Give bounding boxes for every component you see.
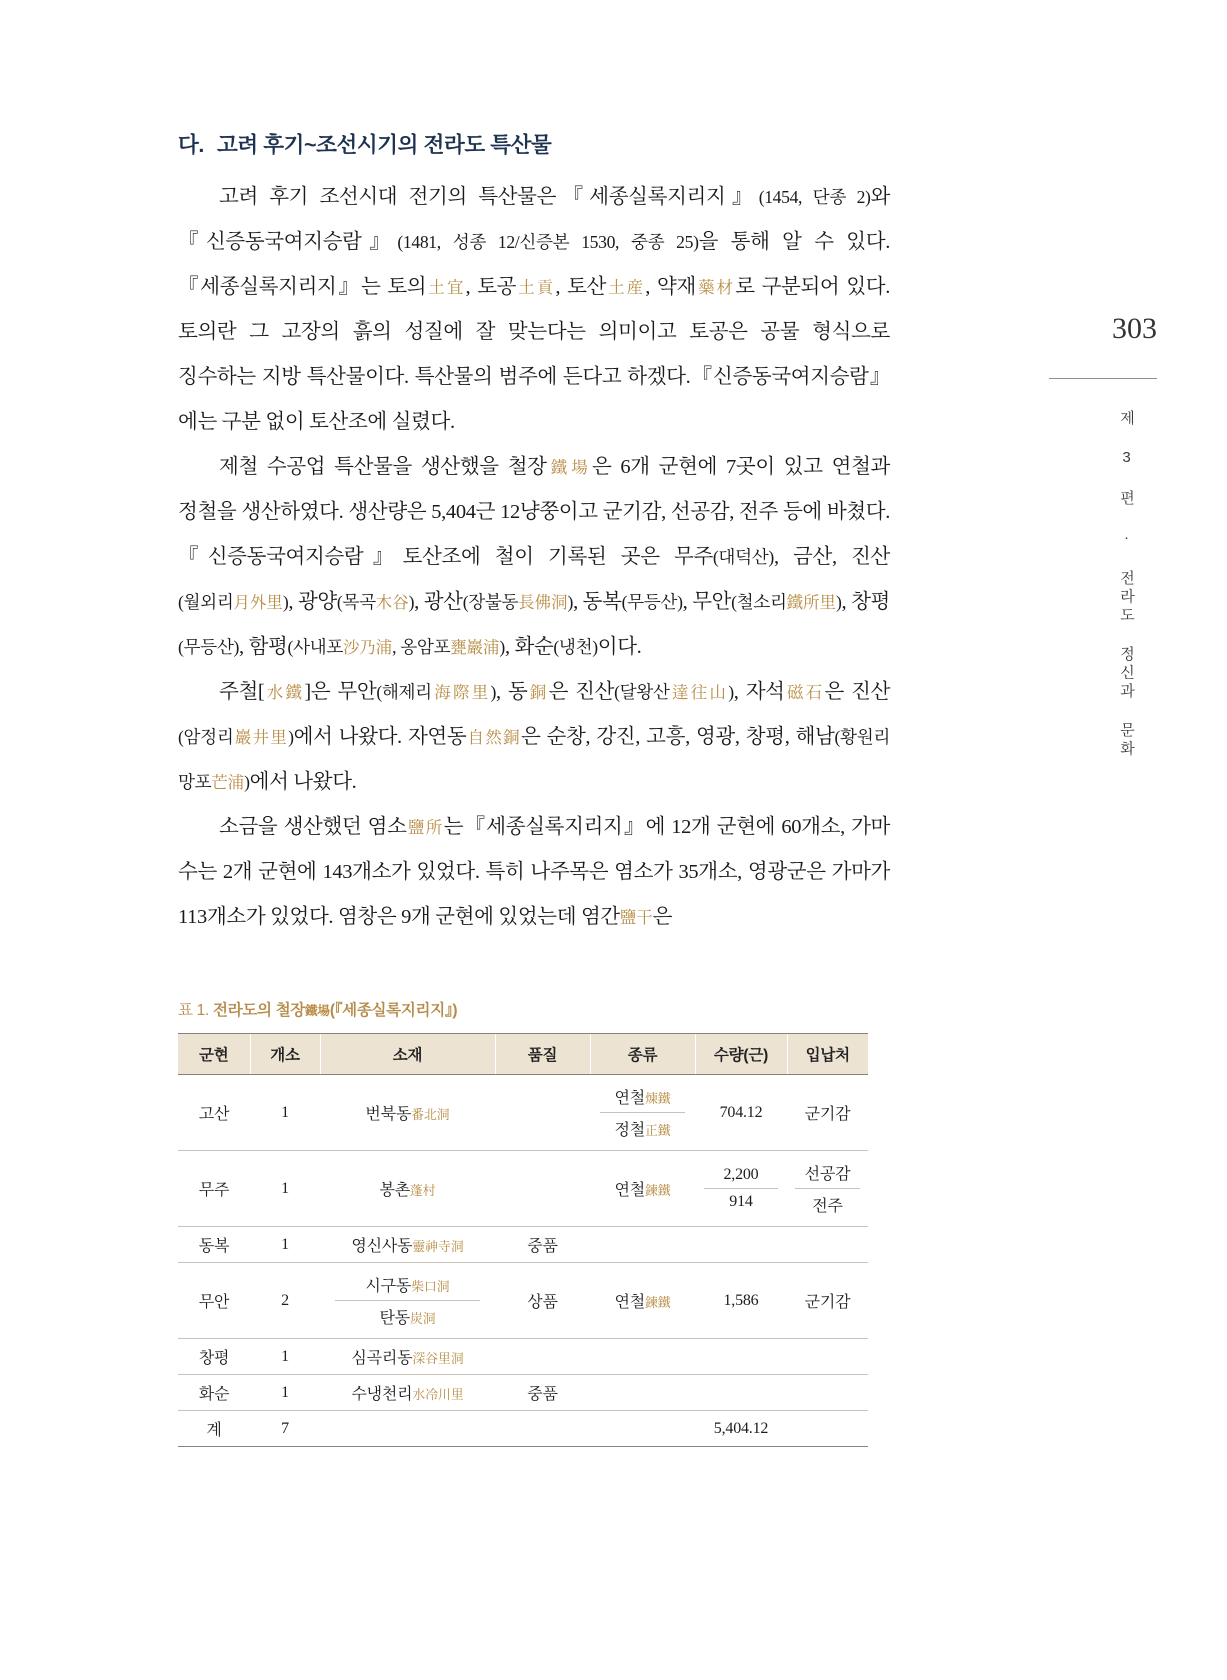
cell-total-ipnap bbox=[787, 1411, 868, 1447]
hanja-gloss: 沙乃浦 bbox=[342, 638, 393, 657]
hanja-gloss: 月外里 bbox=[233, 593, 283, 612]
text-run: , 동 bbox=[496, 681, 528, 703]
cell-suryang bbox=[695, 1227, 787, 1263]
text-run: 이다. bbox=[597, 636, 642, 658]
column-header-gunhyeon: 군현 bbox=[178, 1034, 250, 1075]
paragraph-1 bbox=[178, 175, 890, 445]
text-run: , 토산 bbox=[555, 276, 607, 298]
cell-ipnap-value: 군기감 bbox=[804, 1294, 851, 1311]
hanja-gloss: 達往山 bbox=[669, 683, 729, 702]
table-caption-tail: (『세종실록지리지』) bbox=[329, 1002, 458, 1019]
hanja-gloss: 鐵所里 bbox=[786, 593, 836, 612]
cell-gaeso: 1 bbox=[250, 1075, 320, 1151]
cell-suryang bbox=[695, 1375, 787, 1411]
cell-jongryu-value: 정철正鐵 bbox=[600, 1112, 685, 1144]
text-run: 는『세종실록지리지』에 12개 군현에 60개소, 가마 수는 2개 군현에 143개소가 있었다. 특히 나주목은 염소가 35개소, 영광군은 가마가 113개소가 있었다. 염창은 9개 군현에 있었는데 염간 bbox=[178, 816, 890, 928]
cell-jongryu-value: 연철煉鐵 bbox=[614, 1090, 671, 1107]
text-note: (황원리 망포 bbox=[178, 727, 891, 792]
hanja-gloss: 水鐵 bbox=[264, 683, 305, 702]
column-header-ipnap: 입납처 bbox=[787, 1034, 868, 1075]
cell-total-label: 계 bbox=[178, 1411, 250, 1447]
table-body bbox=[178, 1075, 868, 1447]
text-run: , 화순 bbox=[504, 636, 554, 658]
cell-gaeso: 1 bbox=[250, 1339, 320, 1375]
cell-sojae bbox=[320, 1075, 495, 1151]
cell-sojae bbox=[320, 1227, 495, 1263]
cell-sojae-hanja: 深谷里洞 bbox=[412, 1352, 464, 1366]
text-note: ) bbox=[728, 682, 734, 702]
cell-suryang-value: 704.12 bbox=[719, 1103, 763, 1121]
cell-sojae-hanja: 蓬村 bbox=[409, 1184, 436, 1198]
cell-gaeso: 1 bbox=[250, 1151, 320, 1227]
text-run: 와『신증동국여지승람』 bbox=[178, 186, 890, 253]
cell-suryang bbox=[695, 1075, 787, 1151]
text-run: , 약재 bbox=[645, 276, 696, 298]
cell-jongryu-hanja: 鍊鐵 bbox=[644, 1184, 671, 1198]
cell-ipnap bbox=[787, 1375, 868, 1411]
text-run: 제철 수공업 특산물을 생산했을 철장 bbox=[219, 456, 547, 478]
table-caption-number: 표 1. bbox=[178, 1002, 210, 1019]
text-run: , 함평 bbox=[239, 636, 288, 658]
hanja-gloss: 銅 bbox=[527, 683, 549, 702]
iron-works-table bbox=[178, 1033, 868, 1447]
paragraph-3 bbox=[178, 670, 890, 805]
text-run: 로 구분되어 있다. 토의란 그 고장의 흙의 성질에 잘 맞는다는 의미이고 토공은 공물 형식으로 징수하는 지방 특산물이다. 특산물의 범주에 든다고 하겠다.『신증동국여지승람』에는 구분 없이 토산조에 실렸다. bbox=[178, 276, 891, 433]
text-run: 소금을 생산했던 염소 bbox=[219, 816, 407, 838]
cell-sojae-hanja: 柴口洞 bbox=[411, 1280, 450, 1294]
hanja-gloss: 海際里 bbox=[431, 683, 491, 702]
text-note: ) bbox=[499, 637, 505, 657]
text-note: (대덕산) bbox=[712, 547, 774, 567]
cell-ipnap-value: 전주 bbox=[795, 1188, 860, 1220]
cell-jongryu bbox=[590, 1227, 695, 1263]
column-header-suryang: 수량(근) bbox=[695, 1034, 787, 1075]
table-row bbox=[178, 1375, 868, 1411]
cell-jongryu bbox=[590, 1075, 695, 1151]
cell-suryang-value: 1,586 bbox=[723, 1291, 759, 1309]
cell-jongryu-value: 연철鍊鐵 bbox=[614, 1182, 671, 1199]
text-column bbox=[178, 128, 890, 940]
table-header-row bbox=[178, 1034, 868, 1075]
table-block bbox=[178, 998, 868, 1447]
text-note: (1481, 성종 12/신증본 1530, 중종 25) bbox=[397, 232, 699, 252]
text-note: (목곡 bbox=[336, 592, 376, 612]
text-run: ]은 무안 bbox=[304, 681, 377, 703]
cell-pumjil: 상품 bbox=[495, 1263, 590, 1339]
text-run: 은 6개 군현에 7곳이 있고 연철과 정철을 생산하였다. 생산량은 5,404근 12냥쭝이고 군기감, 선공감, 전주 등에 바쳤다.『신증동국여지승람』토산조에 철이 기록된 곳은 무주 bbox=[178, 456, 890, 568]
cell-suryang-value: 914 bbox=[704, 1188, 778, 1215]
cell-ipnap-value: 군기감 bbox=[804, 1106, 851, 1123]
text-run: 은 진산 bbox=[824, 681, 891, 703]
text-note: ) bbox=[567, 592, 574, 612]
column-header-sojae: 소재 bbox=[320, 1034, 495, 1075]
cell-jongryu-hanja: 鍊鐵 bbox=[644, 1296, 671, 1310]
section-title-text: 고려 후기~조선시기의 전라도 특산물 bbox=[216, 133, 552, 157]
cell-sojae-value: 번북동番北洞 bbox=[365, 1106, 450, 1123]
cell-sojae bbox=[320, 1339, 495, 1375]
text-run: , 창평 bbox=[841, 591, 890, 613]
cell-sojae bbox=[320, 1263, 495, 1339]
cell-pumjil bbox=[495, 1075, 590, 1151]
cell-gaeso: 2 bbox=[250, 1263, 320, 1339]
cell-ipnap-value: 선공감 bbox=[804, 1166, 851, 1183]
cell-gunhyeon: 무주 bbox=[178, 1151, 250, 1227]
cell-sojae-hanja: 靈神寺洞 bbox=[412, 1240, 464, 1254]
cell-total-pumjil bbox=[495, 1411, 590, 1447]
cell-pumjil bbox=[495, 1151, 590, 1227]
hanja-gloss: 藥材 bbox=[695, 278, 736, 297]
cell-gunhyeon: 고산 bbox=[178, 1075, 250, 1151]
hanja-gloss: 木谷 bbox=[375, 593, 409, 612]
table-row bbox=[178, 1075, 868, 1151]
text-note: (냉천) bbox=[553, 637, 598, 657]
page-number: 303 bbox=[1112, 312, 1157, 345]
running-side-title: 제 3 편 · 전라도 정신과 문화 bbox=[1118, 410, 1135, 759]
text-run: , 동복 bbox=[573, 591, 622, 613]
cell-sojae-value: 수냉천리水冷川里 bbox=[351, 1386, 464, 1403]
text-run: 은 순창, 강진, 고흥, 영광, 창평, 해남 bbox=[520, 726, 835, 748]
cell-gunhyeon: 화순 bbox=[178, 1375, 250, 1411]
cell-suryang-stack bbox=[698, 1162, 784, 1215]
cell-jongryu-value: 연철鍊鐵 bbox=[614, 1294, 671, 1311]
cell-suryang bbox=[695, 1263, 787, 1339]
text-run: 은 bbox=[652, 906, 673, 928]
text-run: , 자석 bbox=[733, 681, 785, 703]
cell-gunhyeon: 창평 bbox=[178, 1339, 250, 1375]
text-run: , 광산 bbox=[414, 591, 463, 613]
hanja-gloss: 鹽所 bbox=[406, 818, 444, 837]
cell-jongryu-hanja: 煉鐵 bbox=[644, 1092, 671, 1106]
paragraph-2 bbox=[178, 445, 890, 670]
cell-sojae-hanja: 水冷川里 bbox=[412, 1388, 464, 1402]
table-row bbox=[178, 1263, 868, 1339]
table-caption bbox=[178, 998, 868, 1020]
text-run: , 광양 bbox=[288, 591, 337, 613]
table-row bbox=[178, 1151, 868, 1227]
cell-gunhyeon: 무안 bbox=[178, 1263, 250, 1339]
hanja-gloss: 甕巖浦 bbox=[450, 638, 500, 657]
column-header-gaeso: 개소 bbox=[250, 1034, 320, 1075]
text-run: 에서 나왔다. 자연동 bbox=[293, 726, 467, 748]
cell-ipnap bbox=[787, 1263, 868, 1339]
text-run: 주철[ bbox=[219, 681, 265, 703]
cell-gunhyeon: 동복 bbox=[178, 1227, 250, 1263]
cell-jongryu-hanja: 正鐵 bbox=[644, 1124, 671, 1138]
cell-total-suryang: 5,404.12 bbox=[695, 1411, 787, 1447]
text-note: (장불동 bbox=[462, 592, 519, 612]
cell-gaeso: 1 bbox=[250, 1375, 320, 1411]
cell-jongryu bbox=[590, 1339, 695, 1375]
column-header-jongryu: 종류 bbox=[590, 1034, 695, 1075]
text-run: 에서 나왔다. bbox=[249, 771, 357, 793]
cell-sojae-value: 봉촌蓬村 bbox=[379, 1182, 436, 1199]
column-header-pumjil: 품질 bbox=[495, 1034, 590, 1075]
text-note: (월외리 bbox=[178, 592, 234, 612]
cell-sojae-hanja: 番北洞 bbox=[411, 1108, 450, 1122]
cell-ipnap bbox=[787, 1227, 868, 1263]
text-note: ) bbox=[408, 592, 415, 612]
text-note: (1454, 단종 2) bbox=[758, 187, 871, 207]
hanja-gloss: 鹽干 bbox=[619, 908, 653, 927]
text-note: ) bbox=[282, 592, 289, 612]
hanja-gloss: 自然銅 bbox=[466, 728, 521, 747]
table-total-row bbox=[178, 1411, 868, 1447]
cell-total-sojae bbox=[320, 1411, 495, 1447]
text-note: ) bbox=[490, 682, 497, 702]
table-row bbox=[178, 1339, 868, 1375]
text-note: (무등산) bbox=[621, 592, 683, 612]
section-number: 다. bbox=[178, 133, 204, 157]
cell-suryang bbox=[695, 1339, 787, 1375]
cell-ipnap bbox=[787, 1339, 868, 1375]
folio-divider bbox=[1049, 378, 1157, 379]
cell-ipnap bbox=[787, 1151, 868, 1227]
cell-pumjil: 중품 bbox=[495, 1375, 590, 1411]
text-note: ) bbox=[244, 772, 250, 792]
text-note: (사내포 bbox=[287, 637, 343, 657]
cell-total-jongryu bbox=[590, 1411, 695, 1447]
cell-sojae bbox=[320, 1375, 495, 1411]
cell-jongryu bbox=[590, 1375, 695, 1411]
cell-ipnap-stack bbox=[790, 1157, 865, 1220]
hanja-gloss: 土産 bbox=[606, 278, 646, 297]
hanja-gloss: 芒浦 bbox=[211, 773, 245, 792]
hanja-gloss: 巖井里 bbox=[233, 728, 289, 747]
text-run: , 토공 bbox=[465, 276, 517, 298]
text-note: ) bbox=[288, 727, 294, 747]
text-note: (무등산) bbox=[178, 637, 240, 657]
table-row bbox=[178, 1227, 868, 1263]
cell-sojae-value: 심곡리동深谷里洞 bbox=[351, 1350, 464, 1367]
hanja-gloss: 鐵場 bbox=[546, 458, 592, 477]
cell-pumjil: 중품 bbox=[495, 1227, 590, 1263]
hanja-gloss: 磁石 bbox=[784, 683, 825, 702]
text-run: , 무안 bbox=[682, 591, 732, 613]
cell-sojae-hanja: 炭洞 bbox=[409, 1312, 436, 1326]
page-title bbox=[178, 128, 890, 159]
paragraph-4 bbox=[178, 805, 890, 940]
cell-total-gaeso: 7 bbox=[250, 1411, 320, 1447]
table-caption-hanja: 鐵場 bbox=[305, 1004, 330, 1018]
text-note: , 옹암포 bbox=[392, 637, 451, 657]
cell-sojae bbox=[320, 1151, 495, 1227]
cell-jongryu bbox=[590, 1263, 695, 1339]
hanja-gloss: 長佛洞 bbox=[518, 593, 568, 612]
hanja-gloss: 土宜 bbox=[426, 278, 466, 297]
cell-gaeso: 1 bbox=[250, 1227, 320, 1263]
cell-sojae-value: 영신사동靈神寺洞 bbox=[351, 1238, 464, 1255]
text-note: (달왕산 bbox=[614, 682, 670, 702]
text-run: 고려 후기 조선시대 전기의 특산물은『세종실록지리지』 bbox=[219, 186, 759, 208]
text-note: (철소리 bbox=[731, 592, 787, 612]
text-note: (해제리 bbox=[376, 682, 432, 702]
table-caption-text: 전라도의 철장 bbox=[213, 1002, 306, 1019]
text-run: , 금산, 진산 bbox=[773, 546, 890, 568]
cell-sojae-stack bbox=[323, 1269, 492, 1332]
cell-pumjil bbox=[495, 1339, 590, 1375]
text-run: 을 통해 알 수 있다.『세종실록지리지』는 토의 bbox=[178, 231, 890, 298]
text-note: (암정리 bbox=[178, 727, 234, 747]
cell-sojae-value: 탄동炭洞 bbox=[335, 1300, 480, 1332]
cell-suryang-value: 2,200 bbox=[723, 1166, 759, 1183]
cell-suryang bbox=[695, 1151, 787, 1227]
cell-ipnap bbox=[787, 1075, 868, 1151]
cell-sojae-value: 시구동柴口洞 bbox=[365, 1278, 450, 1295]
text-note: ) bbox=[835, 592, 842, 612]
hanja-gloss: 土貢 bbox=[516, 278, 556, 297]
cell-jongryu bbox=[590, 1151, 695, 1227]
cell-jongryu-stack bbox=[593, 1081, 692, 1144]
text-run: 은 진산 bbox=[548, 681, 615, 703]
